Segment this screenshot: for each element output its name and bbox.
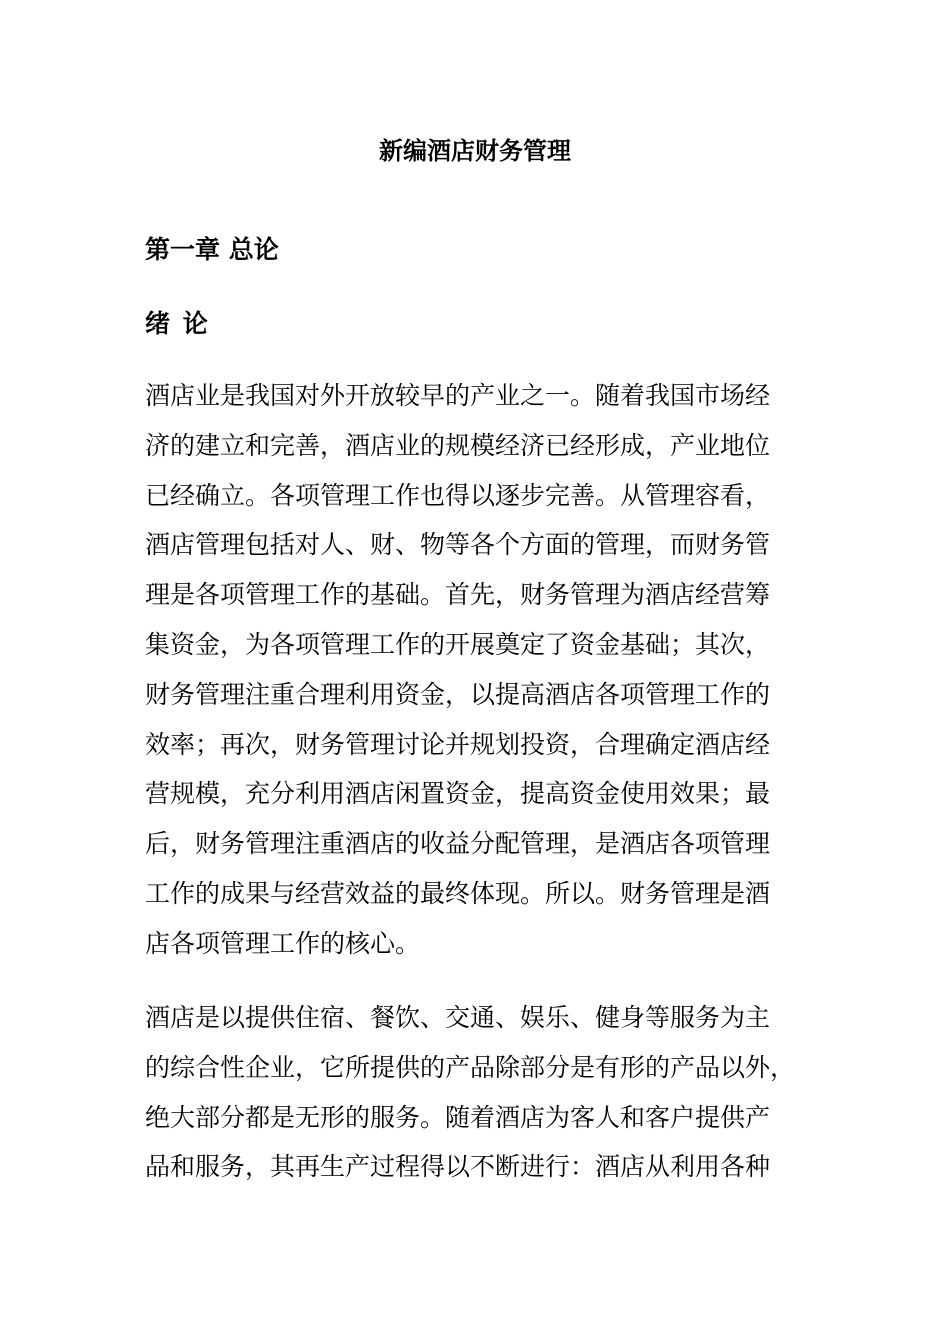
paragraph-line: 理是各项管理工作的基础。首先，财务管理为酒店经营筹 bbox=[145, 580, 771, 610]
paragraph-line: 集资金，为各项管理工作的开展奠定了资金基础；其次， bbox=[145, 629, 771, 659]
paragraph-line: 工作的成果与经营效益的最终体现。所以。财务管理是酒 bbox=[145, 878, 771, 908]
document-title: 新编酒店财务管理 bbox=[379, 137, 571, 165]
paragraph-2 bbox=[145, 993, 805, 1192]
paragraph-line: 的综合性企业，它所提供的产品除部分是有形的产品以外， bbox=[145, 1052, 796, 1082]
paragraph-line: 酒店是以提供住宿、餐饮、交通、娱乐、健身等服务为主 bbox=[145, 1003, 771, 1032]
paragraph-line: 已经确立。各项管理工作也得以逐步完善。从管理容看， bbox=[145, 480, 771, 510]
section-heading: 绪 论 bbox=[145, 309, 210, 338]
chapter-heading: 第一章 总论 bbox=[145, 235, 279, 264]
paragraph-line: 品和服务，其再生产过程得以不断进行：酒店从利用各种 bbox=[145, 1152, 771, 1182]
paragraph-1 bbox=[145, 371, 805, 969]
paragraph-line: 财务管理注重合理利用资金，以提高酒店各项管理工作的 bbox=[145, 679, 771, 709]
paragraph-line: 济的建立和完善，酒店业的规模经济已经形成，产业地位 bbox=[145, 430, 771, 460]
paragraph-line: 后，财务管理注重酒店的收益分配管理，是酒店各项管理 bbox=[145, 829, 771, 859]
paragraph-line: 店各项管理工作的核心。 bbox=[145, 928, 421, 958]
paragraph-line: 效率；再次，财务管理讨论并规划投资，合理确定酒店经 bbox=[145, 729, 771, 759]
paragraph-line: 酒店管理包括对人、财、物等各个方面的管理，而财务管 bbox=[145, 530, 771, 560]
paragraph-line: 营规模，充分利用酒店闲置资金，提高资金使用效果；最 bbox=[145, 779, 771, 809]
paragraph-line: 酒店业是我国对外开放较早的产业之一。随着我国市场经 bbox=[145, 381, 771, 410]
paragraph-line: 绝大部分都是无形的服务。随着酒店为客人和客户提供产 bbox=[145, 1102, 771, 1132]
